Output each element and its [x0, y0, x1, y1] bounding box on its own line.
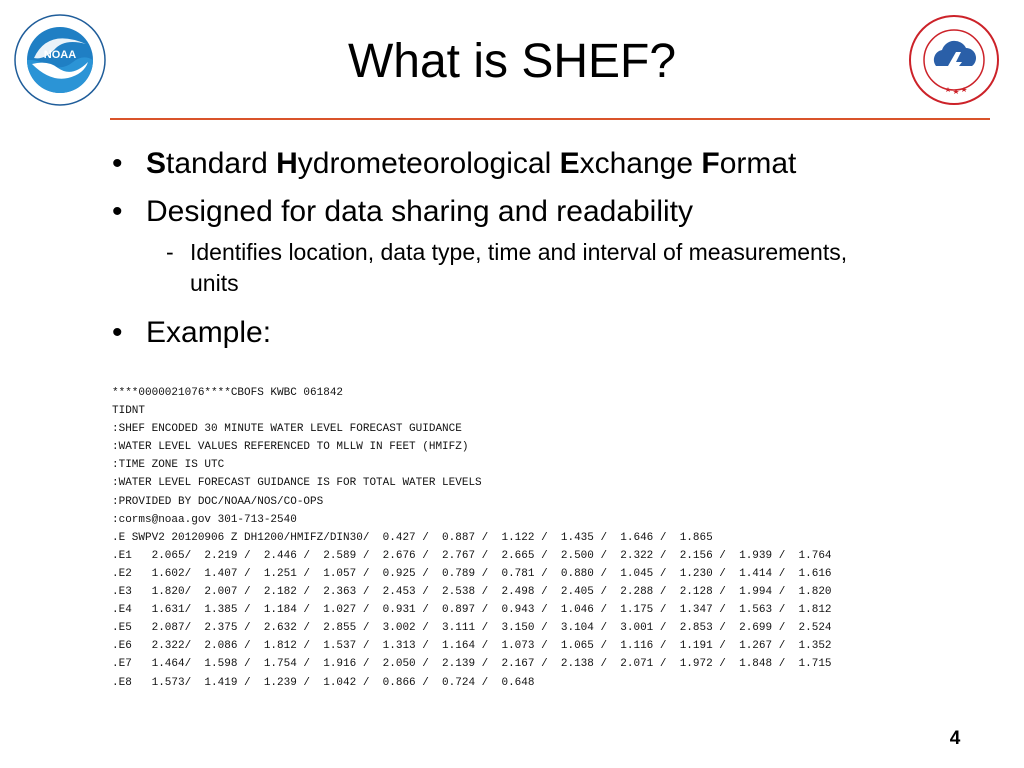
code-line: :PROVIDED BY DOC/NOAA/NOS/CO-OPS — [112, 495, 324, 508]
bullet-text — [146, 147, 796, 180]
sub-bullet-line-1: Identifies location, data type, time and interval of measurements, — [190, 239, 848, 265]
code-line: :WATER LEVEL VALUES REFERENCED TO MLLW IN FEET (HMIFZ) — [112, 441, 469, 454]
acronym-word-part: tandard — [166, 147, 277, 180]
code-line: TIDNT — [112, 405, 146, 418]
shef-example-code — [112, 384, 832, 692]
code-line: :SHEF ENCODED 30 MINUTE WATER LEVEL FORECAST GUIDANCE — [112, 423, 462, 436]
code-line: .E1 2.065/ 2.219 / 2.446 / 2.589 / 2.676 / 2.767 / 2.665 / 2.500 / 2.322 / 2.156 / 1.939 / 1.764 — [112, 549, 832, 562]
slide-title: What is SHEF? — [347, 35, 677, 88]
bullet-dot: • — [112, 147, 123, 180]
code-line: .E5 2.087/ 2.375 / 2.632 / 2.855 / 3.002 / 3.111 / 3.150 / 3.104 / 3.001 / 2.853 / 2.699 / 2.524 — [112, 622, 832, 635]
sub-bullet-dash: - — [166, 239, 174, 265]
code-line: .E SWPV2 20120906 Z DH1200/HMIFZ/DIN30/ 0.427 / 0.887 / 1.122 / 1.435 / 1.646 / 1.865 — [112, 531, 713, 544]
code-line: .E6 2.322/ 2.086 / 1.812 / 1.537 / 1.313 / 1.164 / 1.073 / 1.065 / 1.116 / 1.191 / 1.267 / 1.352 — [112, 640, 832, 653]
acronym-letter: H — [276, 147, 298, 180]
sub-bullet-identifies — [112, 237, 992, 299]
sub-bullet-line-2: units — [190, 270, 239, 296]
code-line: .E3 1.820/ 2.007 / 2.182 / 2.363 / 2.453 / 2.538 / 2.498 / 2.405 / 2.288 / 2.128 / 1.994 / 1.820 — [112, 586, 832, 599]
acronym-letter: E — [559, 147, 580, 180]
code-line: .E2 1.602/ 1.407 / 1.251 / 1.057 / 0.925 / 0.789 / 0.781 / 0.880 / 1.045 / 1.230 / 1.414 / 1.616 — [112, 567, 832, 580]
bullet-shef-acronym — [112, 140, 992, 188]
acronym-word-part: ormat — [719, 147, 797, 180]
code-line: .E4 1.631/ 1.385 / 1.184 / 1.027 / 0.931 / 0.897 / 0.943 / 1.046 / 1.175 / 1.347 / 1.563 / 1.812 — [112, 604, 832, 617]
code-line: :corms@noaa.gov 301-713-2540 — [112, 513, 297, 526]
code-line: :WATER LEVEL FORECAST GUIDANCE IS FOR TOTAL WATER LEVELS — [112, 477, 482, 490]
code-line: ****0000021076****CBOFS KWBC 061842 — [112, 387, 344, 399]
bullet-designed — [112, 188, 992, 236]
title-divider — [110, 118, 990, 120]
acronym-letter: F — [701, 147, 720, 180]
acronym-letter: S — [146, 147, 167, 180]
acronym-word-part: ydrometeorological — [297, 147, 560, 180]
code-line: .E8 1.573/ 1.419 / 1.239 / 1.042 / 0.866 / 0.724 / 0.648 — [112, 676, 535, 689]
acronym-word-part: xchange — [579, 147, 702, 180]
bullet-text: Designed for data sharing and readability — [146, 195, 694, 228]
bullet-dot: • — [112, 316, 123, 349]
code-line: :TIME ZONE IS UTC — [112, 459, 225, 472]
noaa-wordmark: NOAA — [43, 49, 77, 61]
code-line: .E7 1.464/ 1.598 / 1.754 / 1.916 / 2.050 / 2.139 / 2.167 / 2.138 / 2.071 / 1.972 / 1.848 / 1.715 — [112, 658, 832, 671]
page-number: 4 — [949, 728, 961, 749]
bullet-dot: • — [112, 195, 123, 228]
bullet-list — [112, 140, 992, 357]
bullet-text: Example: — [146, 316, 272, 349]
bullet-example — [112, 309, 992, 357]
